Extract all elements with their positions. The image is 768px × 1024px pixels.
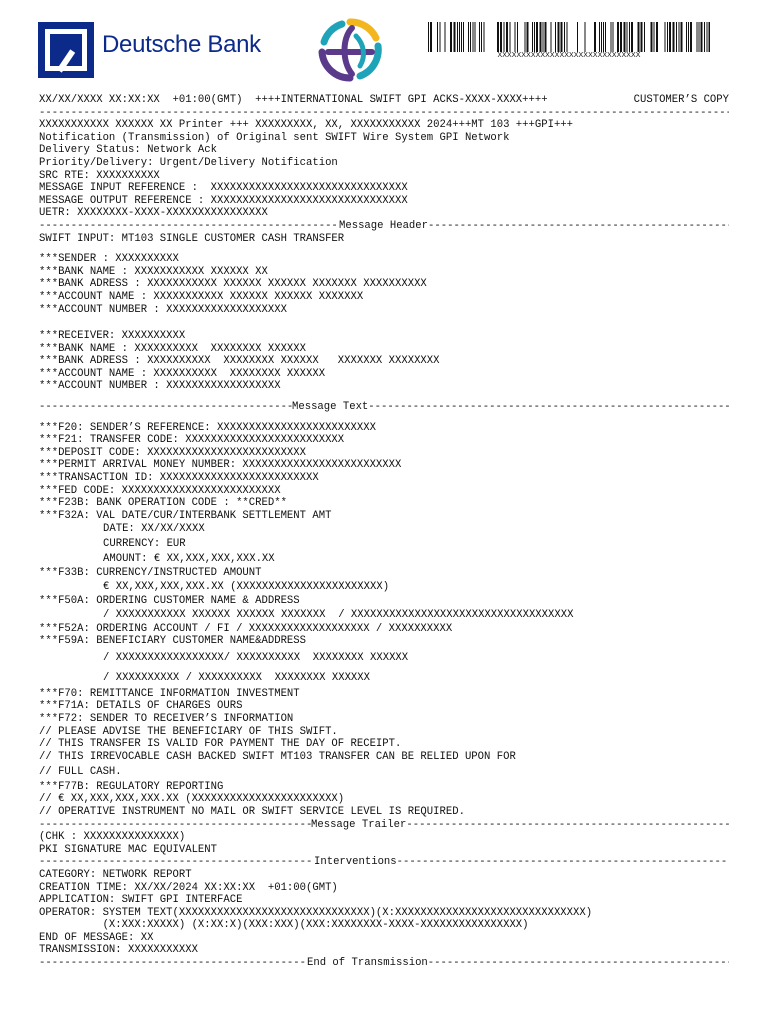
message-output-reference: MESSAGE OUTPUT REFERENCE : XXXXXXXXXXXXXXXXXXXXXXXXXXXXXXX xyxy=(39,194,408,207)
f32a-amount: AMOUNT: € XX,XXX,XXX,XXX.XX xyxy=(103,553,275,566)
f52a: ***F52A: ORDERING ACCOUNT / FI / XXXXXXXXXXXXXXXXXXX / XXXXXXXXXX xyxy=(39,622,453,635)
section-header-end-of-transmission: ----- End of Transmission ----- xyxy=(39,957,729,970)
field-line: // OPERATIVE INSTRUMENT NO MAIL OR SWIFT SERVICE LEVEL IS REQUIRED. xyxy=(39,805,465,818)
intervention-line: (X:XXX:XXXXX) (X:XX:X)(XXX:XXX)(XXX:XXXXXXXX-XXXX-XXXXXXXXXXXXXXXX) xyxy=(39,919,529,932)
barcode-bar xyxy=(517,22,518,52)
barcode-bar xyxy=(686,22,687,52)
swift-gpi-logo xyxy=(312,16,388,84)
f50a-title: ***F50A: ORDERING CUSTOMER NAME & ADDRESS xyxy=(39,595,300,607)
barcode-bar xyxy=(567,22,568,52)
field-line: ***F77B: REGULATORY REPORTING xyxy=(39,780,224,793)
barcode-bar xyxy=(534,22,535,52)
barcode-bar xyxy=(536,22,538,52)
barcode-bar xyxy=(481,22,482,52)
swift-message-document xyxy=(39,94,729,970)
barcode-bar xyxy=(561,22,563,52)
barcode-bar xyxy=(594,22,596,52)
barcode-bar xyxy=(450,22,452,52)
f50a-address: / XXXXXXXXXXX XXXXXX XXXXXX XXXXXXX / XXXXXXXXXXXXXXXXXXXXXXXXXXXXXXXXXXX xyxy=(103,608,574,621)
copy-type-label: CUSTOMER’S COPY xyxy=(633,94,729,106)
barcode-bar xyxy=(667,22,668,52)
barcode-bar xyxy=(454,22,456,52)
barcode-bar xyxy=(430,22,432,52)
barcode-bar xyxy=(665,22,666,52)
field-line: ***DEPOSIT CODE: XXXXXXXXXXXXXXXXXXXXXXXXX xyxy=(39,446,307,459)
receiver-line: ***ACCOUNT NAME : XXXXXXXXXX XXXXXXXX XXXXXX xyxy=(39,367,326,380)
barcode-bar xyxy=(479,22,480,52)
receiver-line: ***ACCOUNT NUMBER : XXXXXXXXXXXXXXXXXX xyxy=(39,380,281,393)
swift-input: SWIFT INPUT: MT103 SINGLE CUSTOMER CASH TRANSFER xyxy=(39,232,345,245)
uetr: UETR: XXXXXXXX-XXXX-XXXXXXXXXXXXXXXX xyxy=(39,207,268,220)
barcode-bar xyxy=(699,22,700,52)
receiver-line: ***BANK ADRESS : XXXXXXXXXX XXXXXXXX XXXXXX XXXXXXX XXXXXXXX xyxy=(39,355,440,368)
field-line: // FULL CASH. xyxy=(39,765,122,778)
transmission-timestamp-title: XX/XX/XXXX XX:XX:XX +01:00(GMT) ++++INTERNATIONAL SWIFT GPI ACKS-XXXX-XXXX++++ xyxy=(39,94,548,106)
barcode-bar xyxy=(679,22,680,52)
sender-line: ***ACCOUNT NAME : XXXXXXXXXXX XXXXXX XXXXXX XXXXXXX xyxy=(39,290,364,303)
field-line: ***PERMIT ARRIVAL MONEY NUMBER: XXXXXXXXXXXXXXXXXXXXXXXXX xyxy=(39,459,402,472)
intervention-line: CATEGORY: NETWORK REPORT xyxy=(39,868,192,881)
barcode-bar xyxy=(463,22,464,52)
barcode-bar xyxy=(707,22,708,52)
barcode-bar xyxy=(564,22,565,52)
separator-line xyxy=(39,107,729,120)
src-rte: SRC RTE: XXXXXXXXXX xyxy=(39,169,160,182)
intervention-line: TRANSMISSION: XXXXXXXXXXX xyxy=(39,944,198,957)
barcode-bar xyxy=(617,22,619,52)
barcode-bar xyxy=(515,22,516,52)
f59a-line: / XXXXXXXXXX / XXXXXXXXXX XXXXXXXX XXXXXX xyxy=(103,671,371,684)
barcode-bar xyxy=(651,22,653,52)
checksum: (CHK : XXXXXXXXXXXXXXX) xyxy=(39,831,186,844)
field-line: ***TRANSACTION ID: XXXXXXXXXXXXXXXXXXXXXXXXX xyxy=(39,472,319,485)
section-header-interventions: ----- Interventions ----- xyxy=(39,856,729,869)
intervention-line: END OF MESSAGE: XX xyxy=(39,931,154,944)
barcode-bar xyxy=(709,22,711,52)
document-top-line xyxy=(39,94,729,107)
field-line: ***FED CODE: XXXXXXXXXXXXXXXXXXXXXXXXX xyxy=(39,484,281,497)
field-line: ***F21: TRANSFER CODE: XXXXXXXXXXXXXXXXXXXXXXXXX xyxy=(39,434,345,447)
barcode-bar xyxy=(468,22,469,52)
sender-line: ***BANK NAME : XXXXXXXXXXX XXXXXX XX xyxy=(39,265,268,278)
barcode-bar xyxy=(545,22,547,52)
barcode-bar xyxy=(555,22,556,52)
notification-line: XXXXXXXXXXX XXXXXX XX Printer +++ XXXXXXXXX, XX, XXXXXXXXXXX 2024+++MT 103 +++GPI+++ xyxy=(39,119,574,132)
barcode-bar xyxy=(673,22,675,52)
field-line: // € XX,XXX,XXX,XXX.XX (XXXXXXXXXXXXXXXXXXXXXXX) xyxy=(39,793,345,806)
sender-line: ***ACCOUNT NUMBER : XXXXXXXXXXXXXXXXXXX xyxy=(39,303,287,316)
barcode xyxy=(428,22,710,52)
priority-delivery: Priority/Delivery: Urgent/Delivery Notification xyxy=(39,156,338,169)
barcode-bar xyxy=(577,22,578,52)
sender-line: ***BANK ADRESS : XXXXXXXXXXX XXXXXX XXXXXX XXXXXXX XXXXXXXXXX xyxy=(39,278,427,291)
barcode-bar xyxy=(558,22,560,52)
bank-name: Deutsche Bank xyxy=(102,31,261,58)
barcode-bar xyxy=(613,22,614,52)
deutsche-bank-slash-square-icon xyxy=(38,22,94,78)
barcode-bar xyxy=(470,22,471,52)
f59a-title: ***F59A: BENEFICIARY CUSTOMER NAME&ADDRESS xyxy=(39,635,307,648)
barcode-bar xyxy=(540,22,542,52)
barcode-bar xyxy=(475,22,476,52)
barcode-bar xyxy=(500,22,502,52)
barcode-bar xyxy=(690,22,692,52)
notification-line: Notification (Transmission) of Original sent SWIFT Wire System GPI Network xyxy=(39,131,510,144)
barcode-bar xyxy=(506,22,508,52)
barcode-bar xyxy=(654,22,655,52)
intervention-line: CREATION TIME: XX/XX/2024 XX:XX:XX +01:00(GMT) xyxy=(39,881,338,894)
field-line: ***F32A: VAL DATE/CUR/INTERBANK SETTLEMENT AMT xyxy=(39,509,332,522)
barcode-bar xyxy=(669,22,671,52)
barcode-bar xyxy=(510,22,511,52)
f59a-line: / XXXXXXXXXXXXXXXXX/ XXXXXXXXXX XXXXXXXX XXXXXX xyxy=(103,651,409,664)
section-header-message-text: ----- Message Text ----- xyxy=(39,401,729,414)
barcode-bar xyxy=(428,22,429,52)
barcode-bar xyxy=(484,22,485,52)
barcode-bar xyxy=(641,22,643,52)
f32a-currency: CURRENCY: EUR xyxy=(103,538,186,551)
barcode-bar xyxy=(445,22,446,52)
field-line: ***F23B: BANK OPERATION CODE : **CRED** xyxy=(39,497,287,510)
barcode-bar xyxy=(656,22,658,52)
field-line: ***F20: SENDER’S REFERENCE: XXXXXXXXXXXXXXXXXXXXXXXXX xyxy=(39,421,376,434)
barcode-bar xyxy=(638,22,640,52)
message-input-reference: MESSAGE INPUT REFERENCE : XXXXXXXXXXXXXXXXXXXXXXXXXXXXXXX xyxy=(39,182,408,195)
f33b-amount: € XX,XXX,XXX,XXX.XX (XXXXXXXXXXXXXXXXXXXXXXX) xyxy=(103,581,390,593)
pki-signature: PKI SIGNATURE MAC EQUIVALENT xyxy=(39,843,218,856)
barcode-bar xyxy=(620,22,622,52)
section-header-message-header: ----- Message Header ----- xyxy=(39,220,729,233)
field-line: ***F72: SENDER TO RECEIVER’S INFORMATION xyxy=(39,712,294,725)
barcode-bar xyxy=(644,22,645,52)
delivery-status: Delivery Status: Network Ack xyxy=(39,144,218,157)
sender-line: ***SENDER : XXXXXXXXXX xyxy=(39,253,179,266)
barcode-bar xyxy=(605,22,606,52)
field-line: ***F71A: DETAILS OF CHARGES OURS xyxy=(39,700,243,713)
f32a-date: DATE: XX/XX/XXXX xyxy=(103,523,205,536)
barcode-bar xyxy=(504,22,505,52)
intervention-line: APPLICATION: SWIFT GPI INTERFACE xyxy=(39,894,243,907)
barcode-bar xyxy=(585,22,586,52)
barcode-bar xyxy=(437,22,438,52)
barcode-bar xyxy=(543,22,544,52)
barcode-bar xyxy=(611,22,612,52)
barcode-bar xyxy=(704,22,705,52)
barcode-bar xyxy=(631,22,633,52)
barcode-bar xyxy=(688,22,689,52)
f33b-title: ***F33B: CURRENCY/INSTRUCTED AMOUNT xyxy=(39,567,262,580)
barcode-bar xyxy=(551,22,552,52)
document-header xyxy=(0,0,768,90)
barcode-bar xyxy=(525,22,526,52)
barcode-number: XXXXXXXXXXXXXXXXXXXXXXXXXXXXXX xyxy=(497,52,641,59)
barcode-bar xyxy=(459,22,460,52)
barcode-bar xyxy=(681,22,683,52)
receiver-line: ***BANK NAME : XXXXXXXXXX XXXXXXXX XXXXXX xyxy=(39,342,307,355)
intervention-line: OPERATOR: SYSTEM TEXT(XXXXXXXXXXXXXXXXXXXXXXXXXXXXXX)(X:XXXXXXXXXXXXXXXXXXXXXXXXXXXXXX) xyxy=(39,906,593,919)
barcode-bar xyxy=(532,22,533,52)
barcode-bar xyxy=(527,22,529,52)
field-line: // PLEASE ADVISE THE BENEFICIARY OF THIS SWIFT. xyxy=(39,725,338,738)
field-line: // THIS IRREVOCABLE CASH BACKED SWIFT MT103 TRANSFER CAN BE RELIED UPON FOR xyxy=(39,750,516,763)
field-line: ***F70: REMITTANCE INFORMATION INVESTMENT xyxy=(39,687,300,700)
barcode-bar xyxy=(627,22,628,52)
barcode-bar xyxy=(701,22,703,52)
section-header-message-trailer: ----- Message Trailer ----- xyxy=(39,819,729,832)
barcode-bar xyxy=(457,22,458,52)
barcode-bar xyxy=(599,22,600,52)
receiver-line: ***RECEIVER: XXXXXXXXXX xyxy=(39,330,186,343)
deutsche-bank-logo xyxy=(38,22,296,80)
barcode-bar xyxy=(603,22,604,52)
barcode-bar xyxy=(473,22,474,52)
barcode-bar xyxy=(676,22,677,52)
field-line: // THIS TRANSFER IS VALID FOR PAYMENT THE DAY OF RECEIPT. xyxy=(39,738,402,751)
barcode-bar xyxy=(461,22,462,52)
barcode-bar xyxy=(497,22,499,52)
barcode-bar xyxy=(440,22,441,52)
barcode-bar xyxy=(629,22,630,52)
barcode-bar xyxy=(697,22,698,52)
barcode-bar xyxy=(624,22,626,52)
barcode-bar xyxy=(601,22,602,52)
